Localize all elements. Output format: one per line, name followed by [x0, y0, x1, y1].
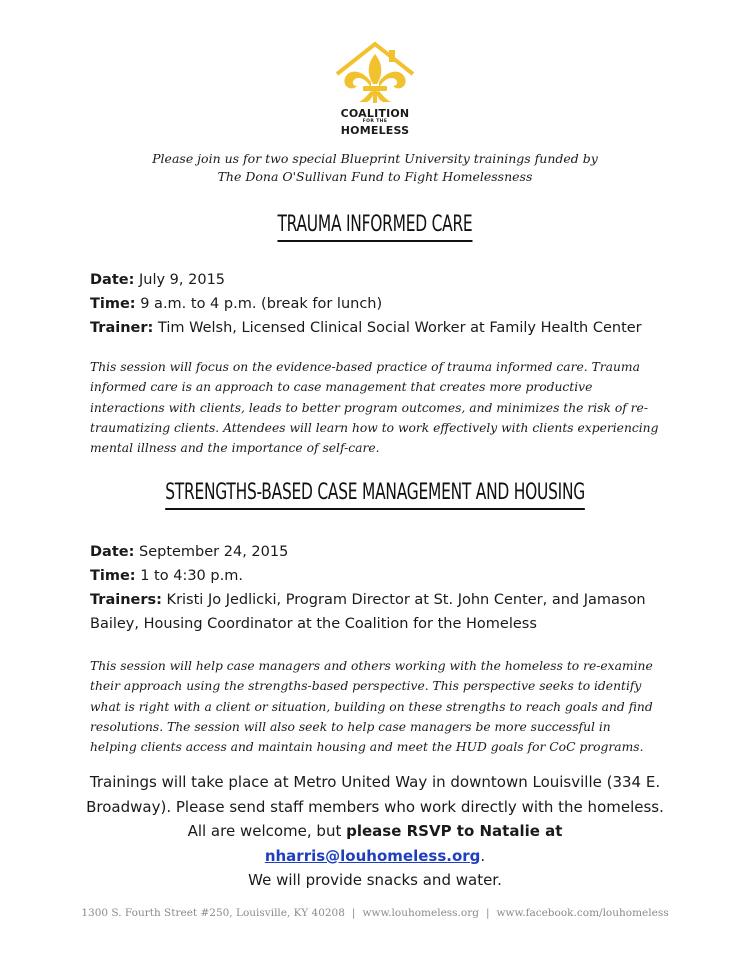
footer-separator: | [351, 907, 356, 919]
footer-address: 1300 S. Fourth Street #250, Louisville, KY 40208 [81, 907, 345, 919]
date-label: Date: [90, 272, 135, 288]
date-value: September 24, 2015 [134, 544, 289, 560]
session-1-title [0, 212, 750, 242]
intro-text [0, 150, 750, 186]
time-value: 1 to 4:30 p.m. [135, 568, 243, 584]
logo-text-for-the: FOR THE [362, 119, 388, 124]
trainer-value: Tim Welsh, Licensed Clinical Social Worker at Family Health Center [153, 320, 642, 336]
session-1-description: This session will focus on the evidence-based practice of trauma informed care. Trauma informed care is an approach to case management that creates more productive interactions with clients, leads to better program outcomes, and minimizes the risk of re-traumatizing clients. Attendees will learn how to work effectively with clients experiencing mental illness and the importance of self-care. [90, 360, 659, 456]
footer [0, 907, 750, 919]
session-1-trainer [90, 316, 690, 340]
trainers-value: Kristi Jo Jedlicki, Program Director at St. John Center, and Jamason Bailey, Housing Coordinator at the Coalition for the Homeless [90, 592, 646, 632]
session-1-date [90, 268, 690, 292]
rsvp-email-link[interactable]: nharris@louhomeless.org [264, 846, 481, 865]
trainers-label: Trainers: [90, 592, 162, 608]
footer-website: www.louhomeless.org [362, 907, 479, 919]
intro-line-1: Please join us for two special Blueprint University trainings funded by [152, 151, 598, 166]
session-2-time [90, 564, 690, 588]
date-label: Date: [90, 544, 135, 560]
intro-line-2: The Dona O'Sullivan Fund to Fight Homelessness [217, 169, 533, 184]
session-2-trainers [90, 588, 690, 636]
time-value: 9 a.m. to 4 p.m. (break for lunch) [135, 296, 383, 312]
logo-text-homeless: HOMELESS [340, 124, 410, 137]
time-label: Time: [90, 568, 136, 584]
closing-info [85, 770, 665, 893]
session-2-description: This session will help case managers and others working with the homeless to re-examine their approach using the strengths-based perspective. This perspective seeks to identify what is right with a client or situation, building on these strengths to reach goals and find resolutions. The session will also seek to help case managers be more successful in helping clients access and maintain housing and meet the HUD goals for CoC programs. [90, 659, 653, 755]
session-2-details [90, 540, 690, 636]
snacks-text: We will provide snacks and water. [248, 871, 502, 889]
session-2-title [0, 480, 750, 510]
session-2-title-text: STRENGTHS-BASED CASE MANAGEMENT AND HOUSING [165, 480, 585, 510]
closing-text: Trainings will take place at Metro United Way in downtown Louisville (334 E. Broadway). Please send staff members who work directly with the homeless. All are welcome, but [86, 773, 664, 840]
rsvp-text: please RSVP to Natalie at [346, 822, 563, 840]
date-value: July 9, 2015 [134, 272, 226, 288]
session-1-title-text: TRAUMA INFORMED CARE [278, 212, 473, 242]
trainer-label: Trainer: [90, 320, 154, 336]
session-2-date [90, 540, 690, 564]
session-1-details [90, 268, 690, 340]
footer-facebook: www.facebook.com/louhomeless [496, 907, 669, 919]
session-1-time [90, 292, 690, 316]
footer-separator: | [485, 907, 490, 919]
closing-period: . [480, 846, 486, 865]
closing-paragraph [85, 770, 665, 868]
logo-text-coalition: COALITION [340, 107, 410, 120]
time-label: Time: [90, 296, 136, 312]
house-fleur-de-lis-icon [327, 40, 423, 108]
coalition-logo [327, 40, 423, 140]
